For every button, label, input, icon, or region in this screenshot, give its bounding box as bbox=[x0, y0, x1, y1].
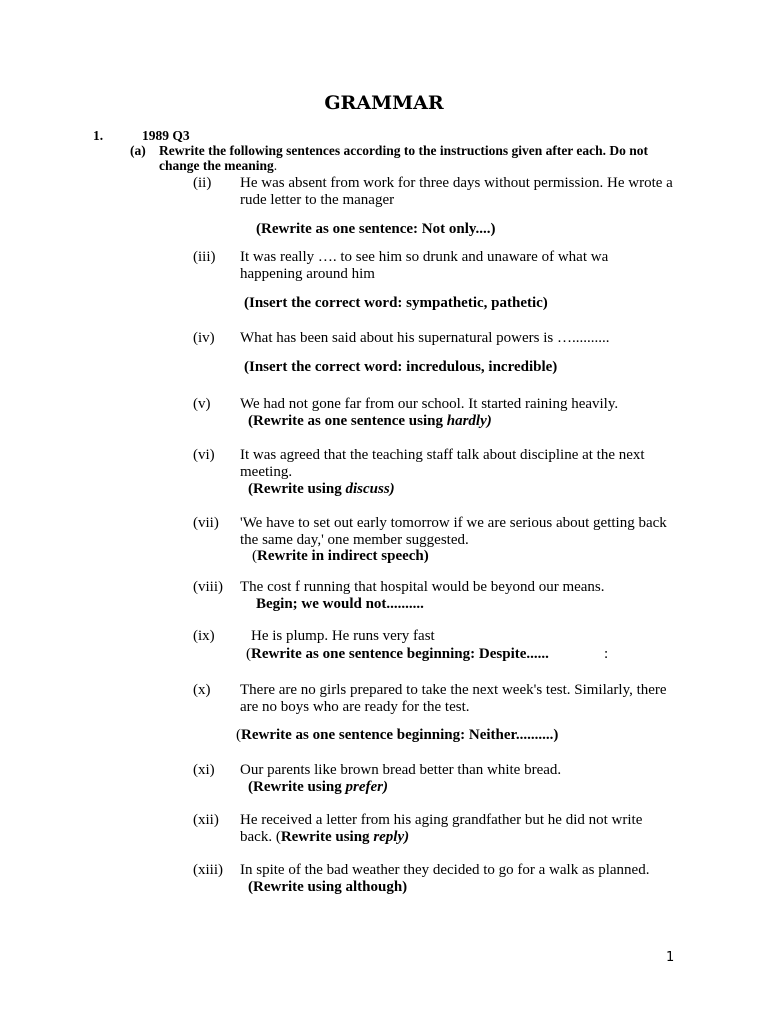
item-instruction-keyword: discuss) bbox=[345, 481, 395, 497]
item-text: It was really …. to see him so drunk and unaware of what wa happening around him bbox=[240, 249, 609, 282]
item-number: (iii) bbox=[193, 249, 216, 265]
item-number: (v) bbox=[193, 396, 211, 412]
item-instruction-text: Rewrite in indirect speech) bbox=[257, 548, 429, 564]
item-instruction: (Insert the correct word: sympathetic, pathetic) bbox=[244, 295, 548, 311]
item-instruction-text: Rewrite as one sentence beginning: Despite...... bbox=[251, 646, 549, 662]
item-text: 'We have to set out early tomorrow if we are serious about getting back the same day,' one member suggested. bbox=[240, 515, 667, 548]
item-instruction-text: (Rewrite using bbox=[248, 481, 346, 497]
item-instruction bbox=[248, 481, 395, 498]
item-instruction: (Insert the correct word: incredulous, incredible) bbox=[244, 359, 558, 375]
item-number: (x) bbox=[193, 682, 211, 698]
item-text: He is plump. He runs very fast bbox=[251, 628, 435, 644]
item-instruction bbox=[246, 646, 549, 663]
item-text-body: He received a letter from his aging grandfather but he did not write back. ( bbox=[240, 812, 643, 845]
item-instruction bbox=[248, 779, 388, 796]
list-item-v bbox=[193, 396, 673, 413]
item-instruction-text: (Rewrite as one sentence using bbox=[248, 413, 447, 429]
page-number: 1 bbox=[666, 950, 675, 965]
subpart-instructions bbox=[159, 143, 670, 173]
item-number: (vi) bbox=[193, 447, 215, 463]
item-instruction-text: Rewrite as one sentence beginning: Neither..........) bbox=[241, 727, 559, 743]
item-number: (xii) bbox=[193, 812, 219, 828]
item-instruction bbox=[248, 413, 492, 430]
item-text: In spite of the bad weather they decided to go for a walk as planned. bbox=[240, 862, 650, 878]
list-item-ii bbox=[193, 175, 673, 208]
item-number: (xiii) bbox=[193, 862, 223, 878]
item-instruction-lead: ( bbox=[236, 727, 241, 743]
list-item-iv bbox=[193, 330, 673, 347]
item-number: (viii) bbox=[193, 579, 223, 595]
page-title: GRAMMAR bbox=[324, 92, 444, 114]
question-label: 1989 Q3 bbox=[142, 128, 190, 143]
item-text: The cost f running that hospital would be beyond our means. bbox=[240, 579, 605, 595]
item-instruction-text: (Rewrite using bbox=[248, 779, 346, 795]
item-number: (iv) bbox=[193, 330, 215, 346]
item-instruction: (Rewrite as one sentence: Not only....) bbox=[256, 221, 496, 237]
item-text bbox=[240, 812, 673, 845]
item-instruction-lead: ( bbox=[252, 548, 257, 564]
item-text: There are no girls prepared to take the next week's test. Similarly, there are no boys who are ready for the test. bbox=[240, 682, 667, 715]
list-item-xiii bbox=[193, 862, 673, 879]
item-number: (vii) bbox=[193, 515, 219, 531]
item-number: (ii) bbox=[193, 175, 212, 191]
item-text: What has been said about his supernatural powers is ….......... bbox=[240, 330, 610, 346]
subpart-label: (a) bbox=[130, 143, 146, 158]
item-number: (xi) bbox=[193, 762, 215, 778]
question-number: 1. bbox=[93, 128, 104, 143]
item-instruction: Begin; we would not.......... bbox=[256, 596, 424, 612]
list-item-viii bbox=[193, 579, 673, 596]
item-instruction-keyword: reply) bbox=[373, 828, 410, 845]
item-text: He was absent from work for three days without permission. He wrote a rude letter to the manager bbox=[240, 175, 673, 208]
item-instruction bbox=[236, 727, 558, 744]
item-text: We had not gone far from our school. It started raining heavily. bbox=[240, 396, 619, 412]
item-text: It was agreed that the teaching staff talk about discipline at the next meeting. bbox=[240, 447, 645, 480]
item-text: Our parents like brown bread better than white bread. bbox=[240, 762, 562, 778]
item-instruction bbox=[252, 548, 429, 565]
item-instruction-text: Rewrite using bbox=[280, 828, 374, 845]
item-instruction-keyword: prefer) bbox=[345, 779, 388, 795]
list-item-iii bbox=[193, 249, 673, 282]
list-item-xi bbox=[193, 762, 673, 779]
subpart-instructions-end: . bbox=[273, 158, 278, 173]
item-number: (ix) bbox=[193, 628, 215, 644]
list-item-ix bbox=[193, 628, 673, 645]
item-instruction-trailing: : bbox=[604, 646, 609, 662]
item-instruction-lead: ( bbox=[246, 646, 251, 662]
subpart-instructions-text: Rewrite the following sentences according to the instructions given after each. Do not change the meaning bbox=[159, 143, 649, 173]
subpart-a bbox=[130, 143, 670, 173]
list-item-vi bbox=[193, 447, 673, 480]
list-item-x bbox=[193, 682, 673, 715]
item-instruction-keyword: hardly) bbox=[446, 413, 492, 429]
list-item-xii bbox=[193, 812, 673, 845]
item-instruction: (Rewrite using although) bbox=[248, 879, 408, 895]
list-item-vii bbox=[193, 515, 673, 548]
